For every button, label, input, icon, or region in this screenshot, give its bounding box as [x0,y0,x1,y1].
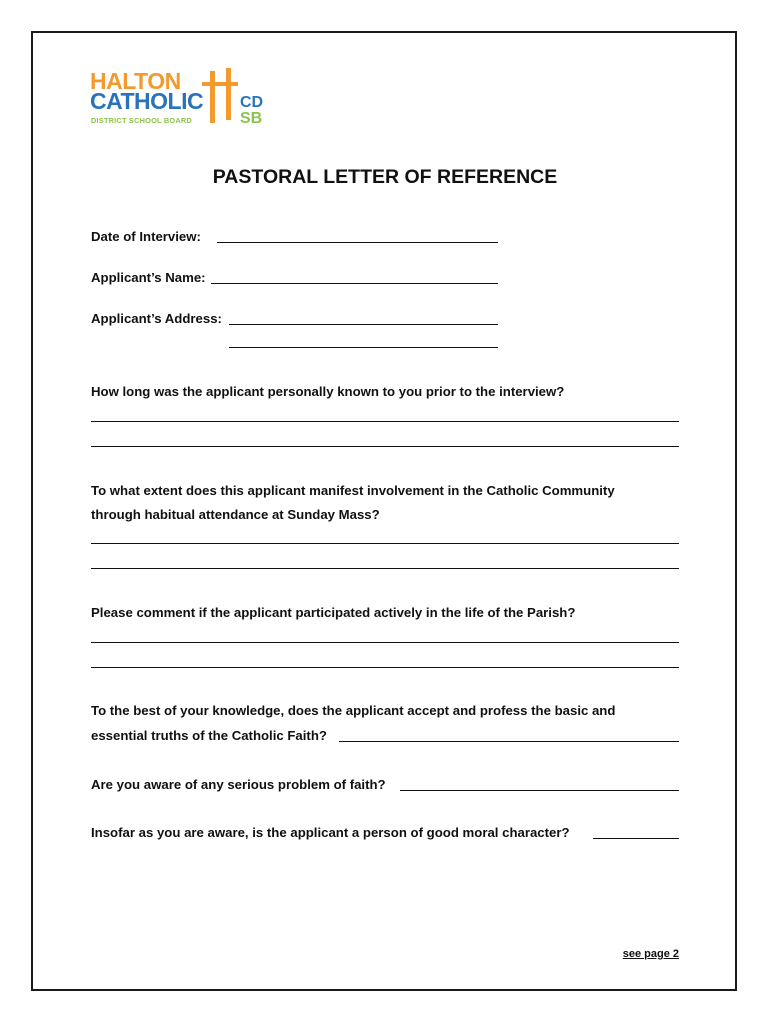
answer-mass-1[interactable] [91,543,679,544]
question-parish: Please comment if the applicant participated actively in the life of the Parish? [91,605,576,620]
question-mass-1: To what extent does this applicant manifest involvement in the Catholic Community [91,483,615,498]
answer-known-2[interactable] [91,446,679,447]
question-faith-2: essential truths of the Catholic Faith? [91,728,327,743]
logo-cd: CD [240,94,264,111]
question-problem: Are you aware of any serious problem of faith? [91,777,386,792]
see-page-link[interactable]: see page 2 [622,948,679,960]
question-mass-2: through habitual attendance at Sunday Mass? [91,507,380,522]
answer-parish-1[interactable] [91,642,679,643]
logo-sb: SB [240,110,263,127]
name-field[interactable] [211,283,498,284]
address-label: Applicant’s Address: [91,311,222,326]
document-title: PASTORAL LETTER OF REFERENCE [212,166,558,188]
cross-icon [210,71,215,123]
address-field-1[interactable] [229,324,498,325]
answer-faith[interactable] [339,741,679,742]
school-board-logo [90,68,270,130]
logo-district: DISTRICT SCHOOL BOARD [91,116,192,125]
name-label: Applicant’s Name: [91,270,206,285]
cross-icon-2 [226,68,231,120]
answer-parish-2[interactable] [91,667,679,668]
date-label: Date of Interview: [91,229,201,244]
answer-character[interactable] [593,838,679,839]
logo-catholic: CATHOLIC [90,88,204,114]
cross-bar [202,82,238,86]
question-known: How long was the applicant personally known to you prior to the interview? [91,384,565,399]
answer-known-1[interactable] [91,421,679,422]
address-field-2[interactable] [229,347,498,348]
question-faith-1: To the best of your knowledge, does the applicant accept and profess the basic and [91,703,616,718]
answer-mass-2[interactable] [91,568,679,569]
date-field[interactable] [217,242,498,243]
logo-halton: HALTON [90,68,181,94]
answer-problem[interactable] [400,790,679,791]
question-character: Insofar as you are aware, is the applicant a person of good moral character? [91,825,570,840]
